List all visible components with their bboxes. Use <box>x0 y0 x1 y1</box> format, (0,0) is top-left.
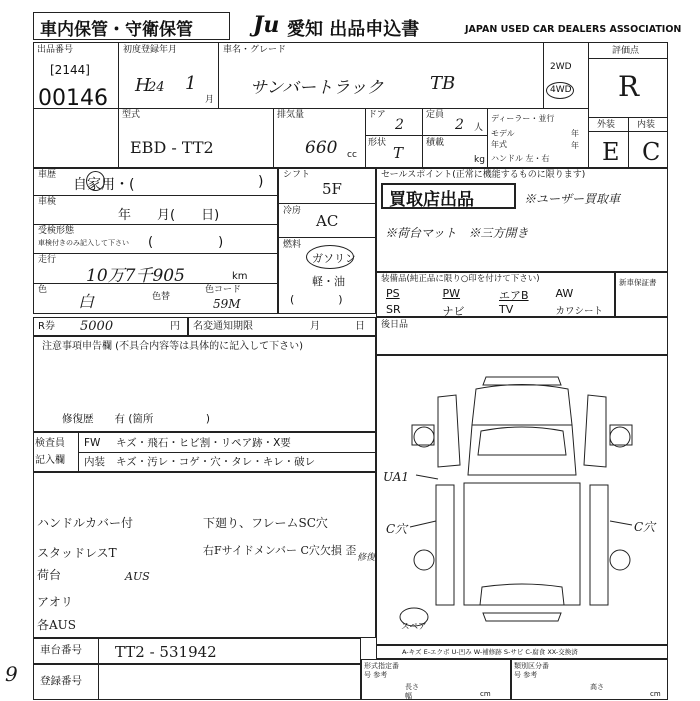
first-reg-year: 24 <box>148 80 165 95</box>
ac-label: 冷房 <box>283 206 302 216</box>
color-change-label: 色替 <box>152 292 171 302</box>
diagram-left-c: C穴 <box>386 522 408 536</box>
drive-4wd: 4WD <box>550 85 572 95</box>
wheel-front-right <box>610 427 630 447</box>
mileage-unit: km <box>232 271 248 282</box>
model-value: EBD - TT2 <box>130 138 214 157</box>
repair-history: 修復歴 有 (箇所 ) <box>62 413 211 425</box>
displacement-value: 660 <box>305 138 338 158</box>
car-grade-value: TB <box>430 73 456 94</box>
car-bed <box>464 483 580 605</box>
notes-label: 注意事項申告欄 (不具合内容等は具体的に記入して下さい) <box>42 341 303 352</box>
car-hood <box>472 385 572 426</box>
sales-line-2: ※荷台マット ※三方開き <box>385 226 529 240</box>
size2-cm: cm <box>650 690 661 698</box>
lot-label: 出品番号 <box>37 45 74 55</box>
year-unit-1: 年 <box>571 129 579 138</box>
size2-height: 高さ <box>590 683 604 691</box>
grid-line <box>278 203 376 204</box>
acceptance-note: 車検付きのみ記入して下さい <box>38 239 129 247</box>
ac-value: AC <box>316 212 339 230</box>
grid-line <box>543 42 544 108</box>
dealer-label: ディーラー・並行 <box>491 114 555 123</box>
shape-value: T <box>393 144 404 162</box>
color-code-label: 色コード <box>205 285 242 295</box>
capacity-value: 2 <box>455 117 464 133</box>
chassis-value: TT2 - 531942 <box>115 643 217 661</box>
diagram-left-mark: UA1 <box>383 470 410 484</box>
marker-left-c-line <box>410 521 436 527</box>
equipment-pw: PW <box>442 287 461 300</box>
association-name: JAPAN USED CAR DEALERS ASSOCIATION <box>465 24 682 35</box>
color-code-value: 59M <box>213 297 241 311</box>
grid-line <box>33 195 278 196</box>
equipment-airbag: エアB <box>499 289 529 302</box>
displacement-label: 排気量 <box>277 110 305 120</box>
capacity-unit: 人 <box>474 123 484 133</box>
grid-line <box>273 108 274 168</box>
fw-label: FW <box>84 437 101 449</box>
diagram-right-c: C穴 <box>634 520 656 534</box>
size-label: 形式指定番号 参考 <box>364 662 399 679</box>
car-front-bumper <box>483 377 561 385</box>
margin-mark: 9 <box>5 662 18 686</box>
acceptance-label: 受検形態 <box>38 226 75 236</box>
size2-label: 類別区分番号 参考 <box>514 662 549 679</box>
doors-value: 2 <box>395 117 404 133</box>
inspector-label-2: 記入欄 <box>35 455 65 466</box>
evaluation-label: 評価点 <box>612 46 640 56</box>
later-date-frame <box>376 317 668 355</box>
form-title: 愛知 出品申込書 <box>287 19 420 40</box>
car-name-value: サンバートラック <box>250 78 384 98</box>
plate-label: 登録番号 <box>40 675 82 687</box>
evaluation-score: R <box>618 70 640 103</box>
remark-right-2b: 修復 <box>357 553 376 563</box>
sales-stamp: 買取店出品 <box>389 190 474 210</box>
displacement-unit: cc <box>347 150 357 160</box>
car-rear-glass <box>480 584 564 605</box>
chassis-label: 車台番号 <box>40 644 82 656</box>
wheel-rear-left <box>414 550 434 570</box>
remark-right-2: 右Fサイドメンバー C穴欠損 歪 <box>203 544 357 557</box>
remark-right-1: 下廻り、フレームSC穴 <box>203 516 328 530</box>
grid-line <box>588 117 668 118</box>
interior-grade: C <box>642 138 661 166</box>
first-reg-month-unit: 月 <box>205 95 215 105</box>
grid-line <box>422 108 423 168</box>
fuel-gas-circle <box>306 245 354 269</box>
load-unit: kg <box>474 155 485 165</box>
mileage-label: 走行 <box>38 255 57 265</box>
interior-label: 内装 <box>637 120 656 130</box>
ju-logo: Ju <box>253 12 280 38</box>
marker-left-line <box>416 475 438 479</box>
handle-label: ハンドル 左・右 <box>491 154 550 163</box>
grid-line <box>33 108 588 109</box>
legend-line: A-キズ E-エクボ U-凹み W-補修跡 S-サビ C-腐食 XX-交換済 <box>402 648 578 656</box>
car-name-label: 車名・グレード <box>223 45 287 55</box>
equipment-tv: TV <box>499 303 514 316</box>
lot-bracket: [2144] <box>50 63 90 77</box>
grid-line <box>588 131 668 132</box>
fuel-label: 燃料 <box>283 240 302 250</box>
equipment-seat: カワシート <box>555 306 604 317</box>
grid-line <box>218 42 219 108</box>
lot-number: 00146 <box>38 86 108 111</box>
first-reg-month: 1 <box>185 73 197 94</box>
year-unit-2: 年 <box>571 141 579 150</box>
equipment-label: 装備品(純正品に限り○印を付けて下さい) <box>381 274 540 284</box>
plate-frame <box>33 664 361 700</box>
fuel-bracket: ( ) <box>290 293 343 306</box>
equipment-ps: PS <box>386 287 400 300</box>
inspector-label-1: 検査員 <box>35 438 65 449</box>
color-label: 色 <box>38 285 48 295</box>
size-length: 長さ <box>405 683 419 691</box>
storage-title: 車内保管・守衛保管 <box>40 20 193 40</box>
wheel-rear-right <box>610 550 630 570</box>
size-length-cm: cm <box>480 690 491 698</box>
sales-line-1: ※ユーザー買取車 <box>524 192 621 206</box>
car-rear-bumper <box>483 613 561 621</box>
tax-deadline-day: 日 <box>355 321 365 332</box>
grid-line <box>118 42 119 168</box>
fw-items: キズ・飛石・ヒビ割・リペア跡・X要 <box>116 437 291 449</box>
grid-line <box>365 108 366 168</box>
mileage-value: 10万7千905 <box>86 266 185 286</box>
car-damage-diagram <box>376 355 668 645</box>
first-reg-era: H <box>135 75 151 96</box>
wheel-front-left <box>414 427 434 447</box>
exterior-grade: E <box>602 138 620 166</box>
marker-right-c-line <box>610 521 632 525</box>
acceptance-bracket: ( ) <box>148 235 224 250</box>
equipment-grid <box>386 287 612 318</box>
grid-line <box>628 117 629 168</box>
tax-deadline-month: 月 <box>310 321 320 332</box>
model-label: 型式 <box>122 110 141 120</box>
exterior-label: 外装 <box>597 120 616 130</box>
diagram-spare-label: スペア <box>401 622 427 632</box>
later-date-label: 後日品 <box>381 320 409 330</box>
model-year-label: モデル 年式 <box>491 129 515 149</box>
inspection-label: 車検 <box>38 197 57 207</box>
remark-left-2: スタッドレスT <box>37 546 117 560</box>
history-label: 車歴 <box>38 170 57 180</box>
car-cabin <box>468 425 576 475</box>
equipment-navi: ナビ <box>442 305 465 318</box>
interior-inspect-label: 内装 <box>84 456 105 468</box>
doors-label: ドア <box>368 110 386 120</box>
shift-label: シフト <box>283 170 311 180</box>
remark-aus: AUS <box>125 570 150 583</box>
drive-2wd: 2WD <box>550 62 572 72</box>
coupon-label: R券 <box>38 321 55 332</box>
fuel-light-oil: 軽・油 <box>312 275 345 288</box>
car-left-side <box>438 395 460 467</box>
capacity-label: 定員 <box>426 110 445 120</box>
grid-line <box>588 58 668 59</box>
grid-line <box>588 42 589 168</box>
coupon-value: 5000 <box>80 319 114 334</box>
equipment-aw: AW <box>555 287 574 300</box>
inspection-value: 年 月( 日) <box>118 208 220 223</box>
equipment-sr: SR <box>386 303 401 316</box>
load-label: 積載 <box>426 138 445 148</box>
size-width: 幅 <box>405 692 412 700</box>
interior-inspect-items: キズ・汚レ・コゲ・穴・タレ・キレ・破レ <box>116 456 316 468</box>
warranty-label: 新車保証書 <box>619 278 657 287</box>
drive-4wd-circle <box>546 82 574 99</box>
remark-left-3: 荷台 <box>37 568 62 582</box>
coupon-unit: 円 <box>170 321 180 332</box>
car-right-side <box>584 395 606 467</box>
first-reg-label: 初度登録年月 <box>123 45 178 55</box>
shape-label: 形状 <box>368 138 387 148</box>
car-right-bed-side <box>590 485 608 605</box>
grid-line <box>278 237 376 238</box>
car-windshield <box>478 427 566 455</box>
shift-value: 5F <box>322 180 342 198</box>
grid-line <box>365 135 487 136</box>
sales-point-label: セールスポイント(正常に機能するものに限ります) <box>381 170 586 180</box>
fuel-gas: ガソリン <box>312 252 356 265</box>
tax-deadline-label: 名変通知期限 <box>193 321 253 332</box>
history-close: ) <box>258 174 264 190</box>
remark-left-4: アオリ <box>37 595 73 609</box>
history-circle <box>86 171 105 191</box>
grid-line <box>33 224 278 225</box>
remark-left-1: ハンドルカバー付 <box>37 516 134 530</box>
color-value: 白 <box>78 292 95 311</box>
history-value: 自家用・( <box>73 177 135 193</box>
grid-line <box>487 108 488 168</box>
car-left-bed-side <box>436 485 454 605</box>
remark-left-5: 各AUS <box>37 618 77 632</box>
grid-line <box>78 452 376 453</box>
grid-line <box>33 253 278 254</box>
